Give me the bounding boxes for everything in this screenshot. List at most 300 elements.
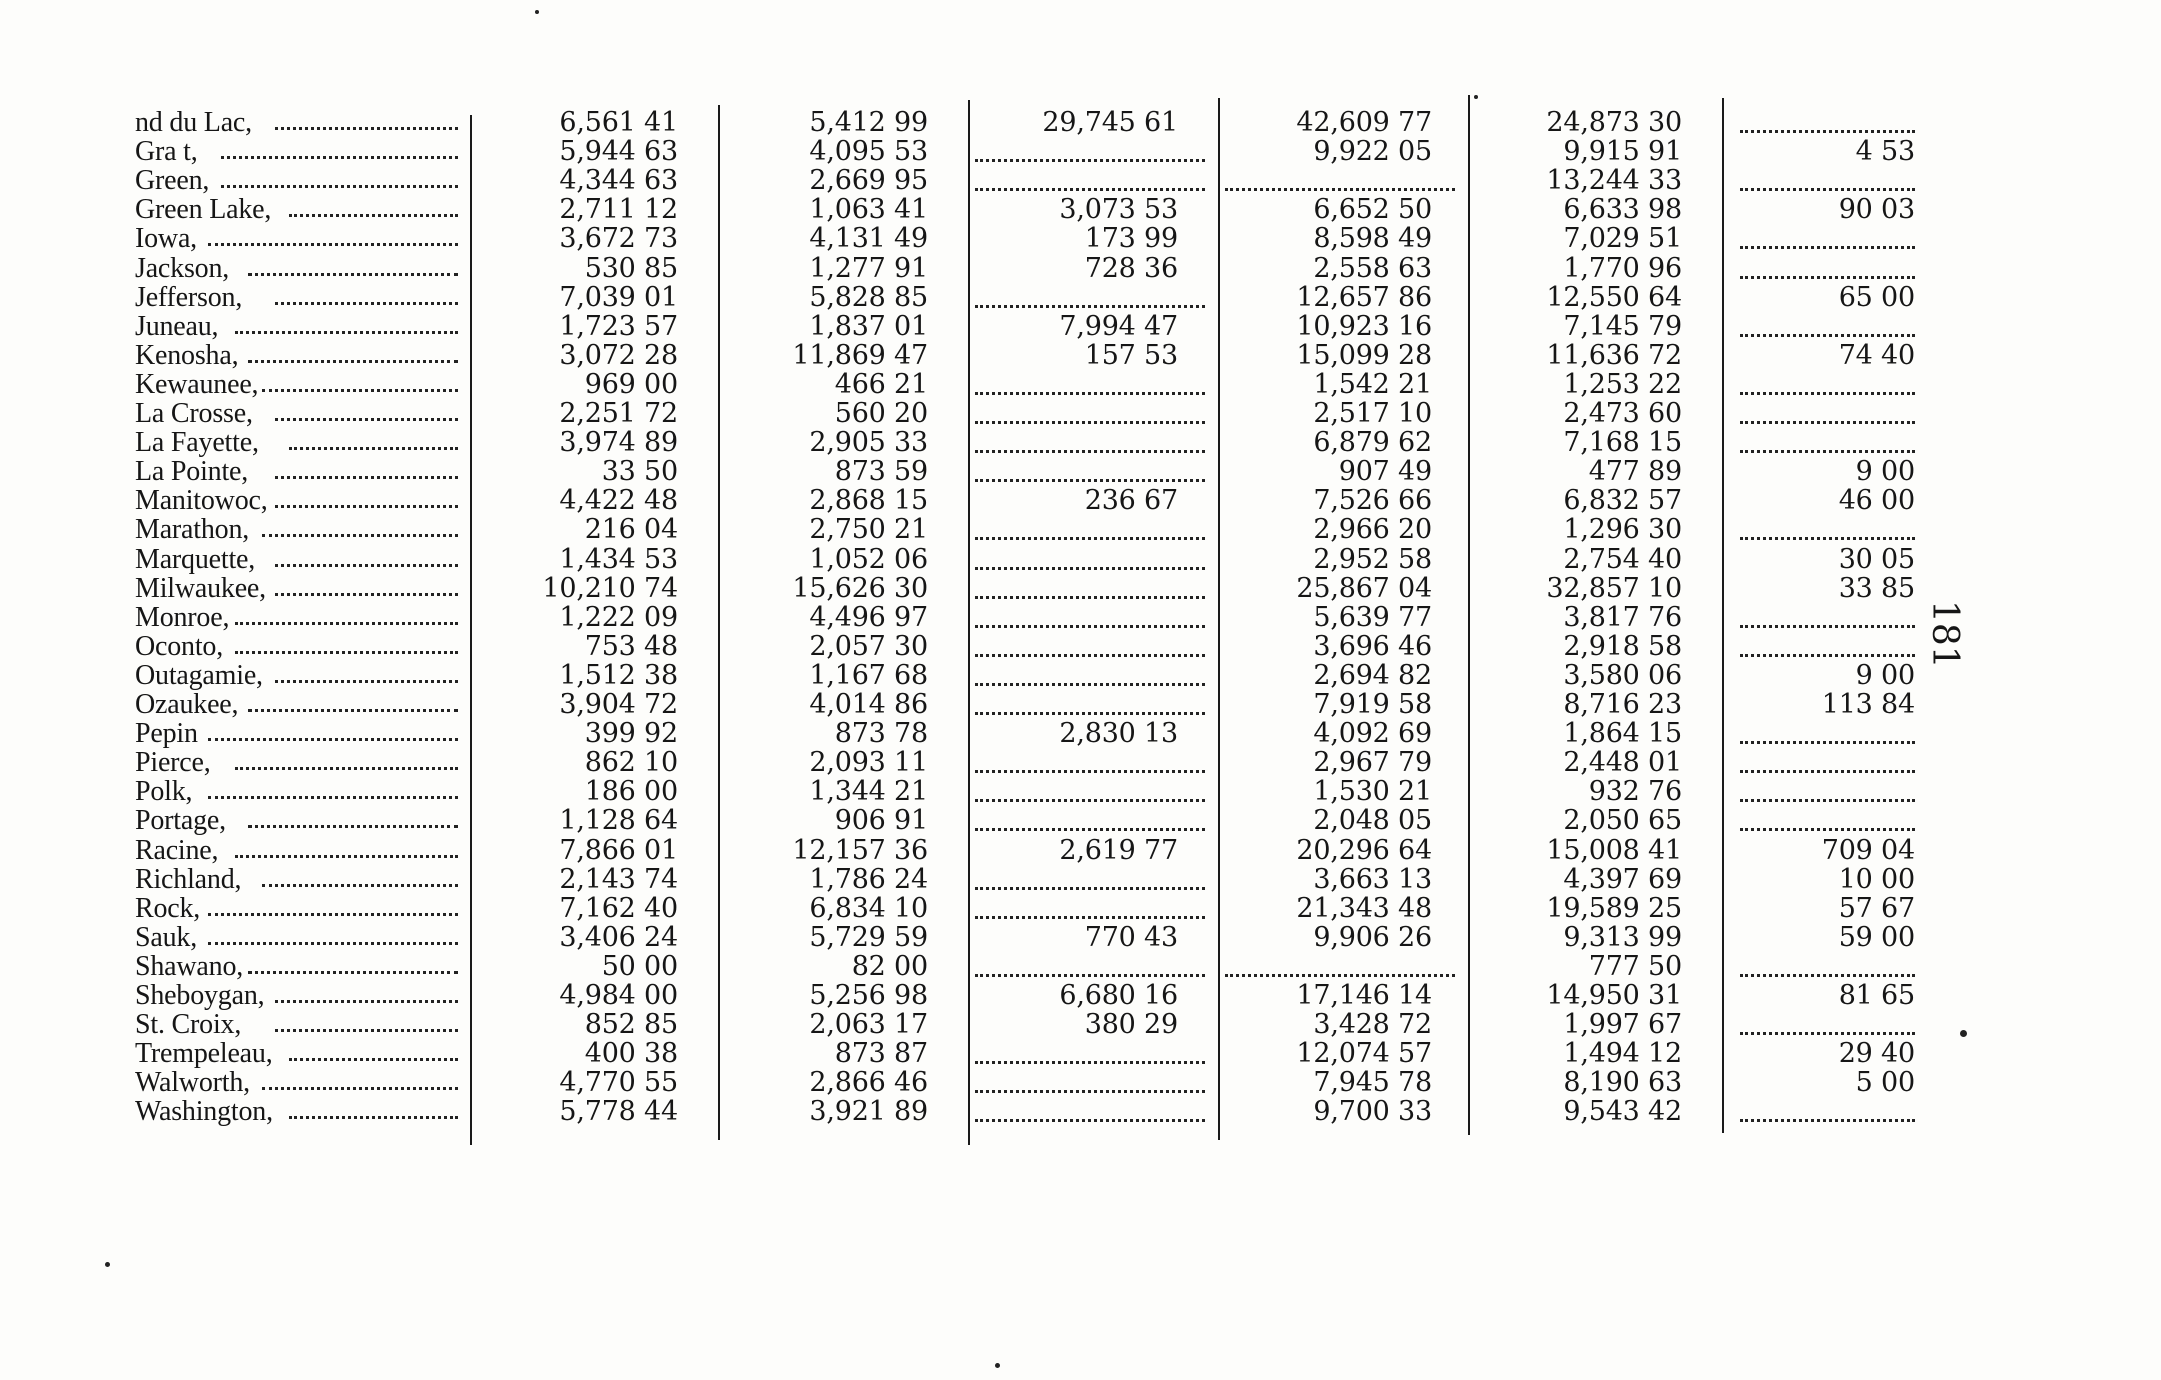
leader-dots: [275, 505, 458, 508]
cell-c4: 7,945 78: [1313, 1067, 1432, 1099]
cell-c2: 2,093 11: [809, 747, 928, 779]
cell-c1: 2,143 74: [559, 863, 678, 895]
empty-cell-dots: [1740, 1032, 1915, 1035]
county-name: [135, 399, 253, 428]
cell-c3: 3,073 53: [1059, 194, 1178, 226]
cell-c4: 2,966 20: [1313, 514, 1432, 546]
cell-c5: 7,029 51: [1563, 223, 1682, 255]
cell-c6: 46 00: [1838, 485, 1915, 517]
cell-c6: 57 67: [1838, 892, 1915, 924]
empty-cell-dots: [1225, 188, 1455, 191]
county-label: Jackson,: [135, 252, 230, 284]
cell-c4: 15,099 28: [1296, 339, 1432, 371]
empty-cell-dots: [975, 683, 1205, 686]
cell-c5: 1,253 22: [1563, 368, 1682, 400]
column-rule: [1722, 98, 1724, 1133]
cell-c1: 7,039 01: [559, 281, 678, 313]
cell-c6: 59 00: [1838, 921, 1915, 953]
leader-dots: [208, 738, 459, 741]
cell-c1: 969 00: [584, 368, 678, 400]
cell-c2: 4,131 49: [809, 223, 928, 255]
county-name: [135, 166, 209, 195]
county-name: [135, 108, 252, 137]
cell-c5: 6,832 57: [1563, 485, 1682, 517]
county-name: [135, 748, 211, 777]
column-rule: [470, 115, 472, 1145]
empty-cell-dots: [975, 567, 1205, 570]
cell-c5: 2,918 58: [1563, 630, 1682, 662]
county-label: Kewaunee,: [135, 368, 259, 400]
cell-c1: 862 10: [584, 747, 678, 779]
cell-c4: 2,517 10: [1313, 398, 1432, 429]
cell-c3: 380 29: [1084, 1009, 1178, 1041]
cell-c5: 1,494 12: [1563, 1038, 1682, 1070]
leader-dots: [208, 243, 459, 246]
county-label: Polk,: [135, 776, 193, 808]
column-rule: [1218, 98, 1220, 1140]
county-label: Trempeleau,: [135, 1038, 273, 1070]
cell-c2: 1,167 68: [809, 659, 928, 691]
empty-cell-dots: [975, 1119, 1205, 1122]
leader-dots: [235, 651, 459, 654]
cell-c1: 7,162 40: [559, 892, 678, 924]
cell-c6: 29 40: [1838, 1038, 1915, 1070]
cell-c3: 29,745 61: [1042, 107, 1178, 138]
cell-c2: 11,869 47: [792, 339, 928, 371]
cell-c4: 17,146 14: [1296, 980, 1432, 1011]
cell-c6: 9 00: [1855, 456, 1915, 488]
cell-c5: 2,754 40: [1563, 543, 1682, 575]
cell-c2: 12,157 36: [792, 834, 928, 866]
empty-cell-dots: [975, 799, 1205, 802]
county-name: [135, 254, 229, 283]
cell-c2: 6,834 10: [809, 892, 928, 924]
leader-dots: [248, 360, 458, 363]
cell-c5: 11,636 72: [1546, 339, 1682, 371]
cell-c6: 90 03: [1838, 194, 1915, 226]
cell-c4: 2,048 05: [1313, 805, 1432, 837]
leader-dots: [262, 389, 459, 392]
cell-c3: 157 53: [1084, 339, 1178, 371]
cell-c2: 1,837 01: [809, 310, 928, 342]
county-name: [135, 224, 197, 253]
cell-c1: 3,072 28: [559, 339, 678, 371]
county-label: La Fayette,: [135, 427, 259, 459]
print-speck: [995, 1363, 1000, 1368]
cell-c2: 4,095 53: [809, 136, 928, 168]
cell-c5: 3,817 76: [1563, 601, 1682, 633]
page-number: 181: [1924, 600, 1965, 669]
column-rule: [718, 105, 720, 1140]
empty-cell-dots: [1740, 654, 1915, 657]
cell-c6: 9 00: [1855, 659, 1915, 691]
cell-c5: 2,448 01: [1563, 747, 1682, 779]
leader-dots: [262, 1087, 459, 1090]
empty-cell-dots: [1740, 246, 1915, 249]
county-label: Jefferson,: [135, 281, 243, 313]
empty-cell-dots: [975, 916, 1205, 919]
column-rule: [968, 100, 970, 1145]
empty-cell-dots: [975, 159, 1205, 162]
cell-c4: 2,694 82: [1313, 659, 1432, 691]
cell-c1: 3,974 89: [559, 427, 678, 459]
cell-c5: 477 89: [1588, 456, 1682, 488]
cell-c5: 777 50: [1588, 950, 1682, 982]
cell-c1: 530 85: [584, 252, 678, 284]
county-label: Richland,: [135, 863, 242, 895]
cell-c5: 2,050 65: [1563, 805, 1682, 837]
cell-c1: 50 00: [601, 950, 678, 982]
county-label: Green,: [135, 165, 210, 197]
county-name: [135, 836, 218, 865]
empty-cell-dots: [975, 1090, 1205, 1093]
leader-dots: [208, 942, 459, 945]
cell-c3: 236 67: [1084, 485, 1178, 517]
county-label: nd du Lac,: [135, 107, 252, 138]
cell-c2: 873 87: [834, 1038, 928, 1070]
county-name: [135, 545, 255, 574]
cell-c4: 9,906 26: [1313, 921, 1432, 953]
leader-dots: [248, 709, 458, 712]
cell-c6: 4 53: [1855, 136, 1915, 168]
county-name: [135, 1039, 273, 1068]
county-label: Juneau,: [135, 310, 219, 342]
cell-c4: 20,296 64: [1296, 834, 1432, 866]
cell-c1: 6,561 41: [559, 107, 678, 138]
county-name: [135, 312, 218, 341]
empty-cell-dots: [975, 305, 1205, 308]
county-name: [135, 777, 192, 806]
cell-c4: 3,663 13: [1313, 863, 1432, 895]
cell-c2: 2,868 15: [809, 485, 928, 517]
county-label: Racine,: [135, 834, 219, 866]
cell-c1: 2,251 72: [559, 398, 678, 429]
cell-c4: 12,074 57: [1296, 1038, 1432, 1070]
cell-c6: 709 04: [1821, 834, 1915, 866]
empty-cell-dots: [975, 450, 1205, 453]
leader-dots: [275, 1029, 458, 1032]
county-name: [135, 632, 223, 661]
cell-c1: 1,434 53: [559, 543, 678, 575]
empty-cell-dots: [1740, 770, 1915, 773]
leader-dots: [235, 767, 459, 770]
county-label: St. Croix,: [135, 1009, 242, 1041]
empty-cell-dots: [1740, 130, 1915, 133]
county-name: [135, 981, 264, 1010]
cell-c4: 9,700 33: [1313, 1096, 1432, 1128]
county-label: Marathon,: [135, 514, 250, 546]
county-name: [135, 428, 259, 457]
print-speck: [1474, 95, 1478, 99]
empty-cell-dots: [975, 712, 1205, 715]
leader-dots: [289, 1116, 459, 1119]
county-name: [135, 1097, 273, 1126]
empty-cell-dots: [975, 770, 1205, 773]
cell-c1: 3,904 72: [559, 689, 678, 720]
cell-c6: 113 84: [1821, 689, 1915, 720]
cell-c2: 1,344 21: [809, 776, 928, 808]
county-label: Pierce,: [135, 747, 211, 779]
county-label: Gra t,: [135, 136, 198, 168]
empty-cell-dots: [1740, 276, 1915, 279]
cell-c3: 728 36: [1084, 252, 1178, 284]
county-label: Milwaukee,: [135, 572, 266, 604]
cell-c2: 873 78: [834, 718, 928, 750]
county-name: [135, 341, 238, 370]
empty-cell-dots: [1740, 392, 1915, 395]
county-name: [135, 457, 248, 486]
leader-dots: [289, 214, 459, 217]
cell-c4: 3,428 72: [1313, 1009, 1432, 1041]
leader-dots: [248, 971, 458, 974]
county-name: [135, 195, 271, 224]
cell-c1: 4,984 00: [559, 980, 678, 1011]
empty-cell-dots: [1740, 334, 1915, 337]
cell-c4: 907 49: [1338, 456, 1432, 488]
leader-dots: [208, 913, 459, 916]
county-label: Washington,: [135, 1096, 273, 1128]
cell-c2: 82 00: [851, 950, 928, 982]
cell-c6: 81 65: [1838, 980, 1915, 1011]
leader-dots: [262, 884, 459, 887]
cell-c4: 10,923 16: [1296, 310, 1432, 342]
cell-c2: 3,921 89: [809, 1096, 928, 1128]
county-name: [135, 137, 198, 166]
cell-c6: 33 85: [1838, 572, 1915, 604]
county-name: [135, 661, 263, 690]
leader-dots: [221, 185, 458, 188]
county-name: [135, 719, 198, 748]
cell-c1: 1,723 57: [559, 310, 678, 342]
cell-c4: 5,639 77: [1313, 601, 1432, 633]
leader-dots: [235, 331, 459, 334]
cell-c2: 1,786 24: [809, 863, 928, 895]
cell-c1: 2,711 12: [559, 194, 678, 226]
cell-c1: 3,672 73: [559, 223, 678, 255]
empty-cell-dots: [975, 974, 1205, 977]
leader-dots: [275, 593, 458, 596]
cell-c6: 30 05: [1838, 543, 1915, 575]
empty-cell-dots: [1740, 537, 1915, 540]
cell-c1: 852 85: [584, 1009, 678, 1041]
county-label: Monroe,: [135, 601, 230, 633]
cell-c5: 14,950 31: [1546, 980, 1682, 1011]
county-name: [135, 1010, 241, 1039]
county-name: [135, 283, 242, 312]
county-name: [135, 952, 243, 981]
cell-c4: 7,526 66: [1313, 485, 1432, 517]
cell-c4: 12,657 86: [1296, 281, 1432, 313]
cell-c6: 65 00: [1838, 281, 1915, 313]
cell-c2: 2,905 33: [809, 427, 928, 459]
cell-c1: 216 04: [584, 514, 678, 546]
leader-dots: [248, 273, 458, 276]
print-speck: [535, 10, 539, 14]
cell-c3: 2,830 13: [1059, 718, 1178, 750]
leader-dots: [275, 476, 458, 479]
cell-c1: 5,944 63: [559, 136, 678, 168]
cell-c1: 753 48: [584, 630, 678, 662]
cell-c5: 32,857 10: [1546, 572, 1682, 604]
cell-c1: 4,770 55: [559, 1067, 678, 1099]
empty-cell-dots: [975, 392, 1205, 395]
cell-c2: 906 91: [834, 805, 928, 837]
leader-dots: [235, 622, 459, 625]
empty-cell-dots: [1740, 421, 1915, 424]
county-name: [135, 515, 249, 544]
cell-c2: 2,866 46: [809, 1067, 928, 1099]
empty-cell-dots: [975, 537, 1205, 540]
county-label: Manitowoc,: [135, 485, 268, 517]
county-label: Shawano,: [135, 950, 244, 982]
empty-cell-dots: [975, 828, 1205, 831]
county-label: Outagamie,: [135, 659, 263, 691]
county-label: Green Lake,: [135, 194, 272, 226]
cell-c2: 5,412 99: [809, 107, 928, 138]
cell-c4: 21,343 48: [1296, 892, 1432, 924]
county-label: Kenosha,: [135, 339, 239, 371]
cell-c6: 10 00: [1838, 863, 1915, 895]
empty-cell-dots: [1740, 799, 1915, 802]
empty-cell-dots: [1740, 625, 1915, 628]
cell-c4: 6,879 62: [1313, 427, 1432, 459]
county-name: [135, 603, 229, 632]
cell-c4: 4,092 69: [1313, 718, 1432, 750]
county-name: [135, 923, 197, 952]
empty-cell-dots: [975, 1061, 1205, 1064]
cell-c5: 8,716 23: [1563, 689, 1682, 720]
cell-c2: 2,063 17: [809, 1009, 928, 1041]
county-name: [135, 806, 226, 835]
cell-c1: 33 50: [601, 456, 678, 488]
cell-c2: 1,063 41: [809, 194, 928, 226]
leader-dots: [275, 127, 458, 130]
cell-c1: 400 38: [584, 1038, 678, 1070]
column-rule: [1468, 95, 1470, 1135]
cell-c1: 4,344 63: [559, 165, 678, 197]
cell-c2: 5,256 98: [809, 980, 928, 1011]
cell-c4: 7,919 58: [1313, 689, 1432, 720]
cell-c5: 1,997 67: [1563, 1009, 1682, 1041]
empty-cell-dots: [975, 625, 1205, 628]
county-label: Iowa,: [135, 223, 197, 255]
cell-c5: 9,915 91: [1563, 136, 1682, 168]
county-name: [135, 370, 258, 399]
cell-c3: 173 99: [1084, 223, 1178, 255]
leader-dots: [275, 564, 458, 567]
county-label: Ozaukee,: [135, 689, 239, 720]
cell-c2: 4,014 86: [809, 689, 928, 720]
cell-c4: 42,609 77: [1296, 107, 1432, 138]
cell-c6: 5 00: [1855, 1067, 1915, 1099]
cell-c2: 4,496 97: [809, 601, 928, 633]
cell-c4: 1,530 21: [1313, 776, 1432, 808]
empty-cell-dots: [1740, 974, 1915, 977]
cell-c1: 399 92: [584, 718, 678, 750]
leader-dots: [289, 447, 459, 450]
cell-c5: 12,550 64: [1546, 281, 1682, 313]
cell-c1: 3,406 24: [559, 921, 678, 953]
cell-c5: 3,580 06: [1563, 659, 1682, 691]
cell-c1: 1,512 38: [559, 659, 678, 691]
empty-cell-dots: [1740, 1119, 1915, 1122]
cell-c5: 7,168 15: [1563, 427, 1682, 459]
cell-c5: 8,190 63: [1563, 1067, 1682, 1099]
cell-c5: 19,589 25: [1546, 892, 1682, 924]
empty-cell-dots: [975, 654, 1205, 657]
leader-dots: [275, 418, 458, 421]
cell-c1: 7,866 01: [559, 834, 678, 866]
county-name: [135, 486, 268, 515]
empty-cell-dots: [975, 479, 1205, 482]
county-label: Sheboygan,: [135, 980, 265, 1011]
cell-c1: 5,778 44: [559, 1096, 678, 1128]
cell-c2: 5,729 59: [809, 921, 928, 953]
cell-c1: 1,128 64: [559, 805, 678, 837]
leader-dots: [289, 1058, 459, 1061]
empty-cell-dots: [975, 421, 1205, 424]
cell-c5: 1,864 15: [1563, 718, 1682, 750]
county-label: Oconto,: [135, 630, 224, 662]
cell-c1: 4,422 48: [559, 485, 678, 517]
cell-c2: 466 21: [834, 368, 928, 400]
cell-c5: 932 76: [1588, 776, 1682, 808]
cell-c1: 186 00: [584, 776, 678, 808]
cell-c5: 2,473 60: [1563, 398, 1682, 429]
cell-c4: 2,967 79: [1313, 747, 1432, 779]
county-name: [135, 1068, 250, 1097]
cell-c5: 15,008 41: [1546, 834, 1682, 866]
empty-cell-dots: [1740, 188, 1915, 191]
county-name: [135, 690, 238, 719]
county-name: [135, 574, 266, 603]
leader-dots: [275, 302, 458, 305]
county-label: Portage,: [135, 805, 226, 837]
cell-c2: 1,052 06: [809, 543, 928, 575]
empty-cell-dots: [1740, 828, 1915, 831]
empty-cell-dots: [975, 887, 1205, 890]
cell-c4: 2,952 58: [1313, 543, 1432, 575]
county-label: La Crosse,: [135, 398, 253, 429]
leader-dots: [262, 534, 459, 537]
cell-c4: 25,867 04: [1296, 572, 1432, 604]
cell-c2: 560 20: [834, 398, 928, 429]
cell-c5: 9,313 99: [1563, 921, 1682, 953]
leader-dots: [221, 156, 458, 159]
cell-c4: 3,696 46: [1313, 630, 1432, 662]
empty-cell-dots: [1740, 450, 1915, 453]
cell-c5: 1,296 30: [1563, 514, 1682, 546]
cell-c5: 6,633 98: [1563, 194, 1682, 226]
county-label: Sauk,: [135, 921, 198, 953]
cell-c2: 15,626 30: [792, 572, 928, 604]
cell-c1: 1,222 09: [559, 601, 678, 633]
county-label: Rock,: [135, 892, 201, 924]
cell-c4: 6,652 50: [1313, 194, 1432, 226]
cell-c5: 24,873 30: [1546, 107, 1682, 138]
cell-c3: 7,994 47: [1059, 310, 1178, 342]
cell-c5: 4,397 69: [1563, 863, 1682, 895]
cell-c1: 10,210 74: [542, 572, 678, 604]
cell-c3: 6,680 16: [1059, 980, 1178, 1011]
cell-c3: 770 43: [1084, 921, 1178, 953]
cell-c2: 2,669 95: [809, 165, 928, 197]
county-name: [135, 894, 200, 923]
leader-dots: [275, 1000, 458, 1003]
cell-c4: 1,542 21: [1313, 368, 1432, 400]
cell-c2: 5,828 85: [809, 281, 928, 313]
county-label: La Pointe,: [135, 456, 249, 488]
